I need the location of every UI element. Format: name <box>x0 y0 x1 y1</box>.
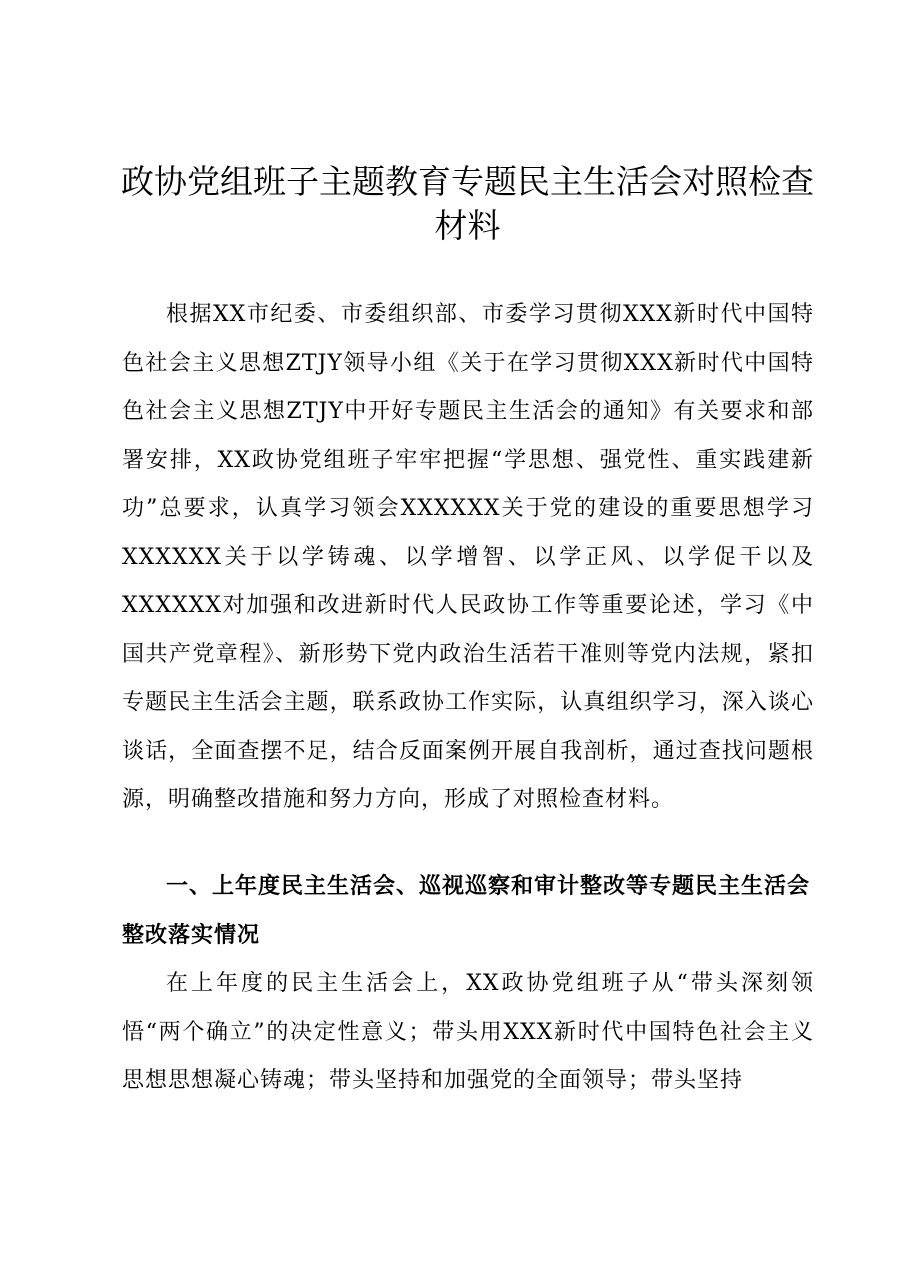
section-1-paragraph: 在上年度的民主生活会上，XX政协党组班子从“带头深刻领悟“两个确立”的决定性意义；带头用XXX新时代中国特色社会主义思想思想凝心铸魂；带头坚持和加强党的全面领导；带头坚持 <box>122 971 814 1093</box>
section-heading-1: 一、上年度民主生活会、巡视巡察和审计整改等专题民主生活会整改落实情况 <box>122 874 811 948</box>
title-line-1: 政协党组班子主题教育专题民主生活会对照检查 <box>121 162 814 201</box>
title-line-2: 材料 <box>434 206 501 245</box>
document-title <box>110 160 825 248</box>
intro-paragraph: 根据XX市纪委、市委组织部、市委学习贯彻XXX新时代中国特色社会主义思想ZTJY领导小组《关于在学习贯彻XXX新时代中国特色社会主义思想ZTJY中开好专题民主生活会的通知》有关要求和部署安排，XX政协党组班子牢牢把握“学思想、强党性、重实践建新功”总要求，认真学习领会XXXXXX关于党的建设的重要思想学习XXXXXX关于以学铸魂、以学增智、以学正风、以学促干以及XXXXXX对加强和改进新时代人民政协工作等重要论述，学习《中国共产党章程》、新形势下党内政治生活若干准则等党内法规，紧扣专题民主生活会主题，联系政协工作实际，认真组织学习，深入谈心谈话，全面查摆不足，结合反面案例开展自我剖析，通过查找问题根源，明确整改措施和努力方向，形成了对照检查材料。 <box>122 302 814 812</box>
